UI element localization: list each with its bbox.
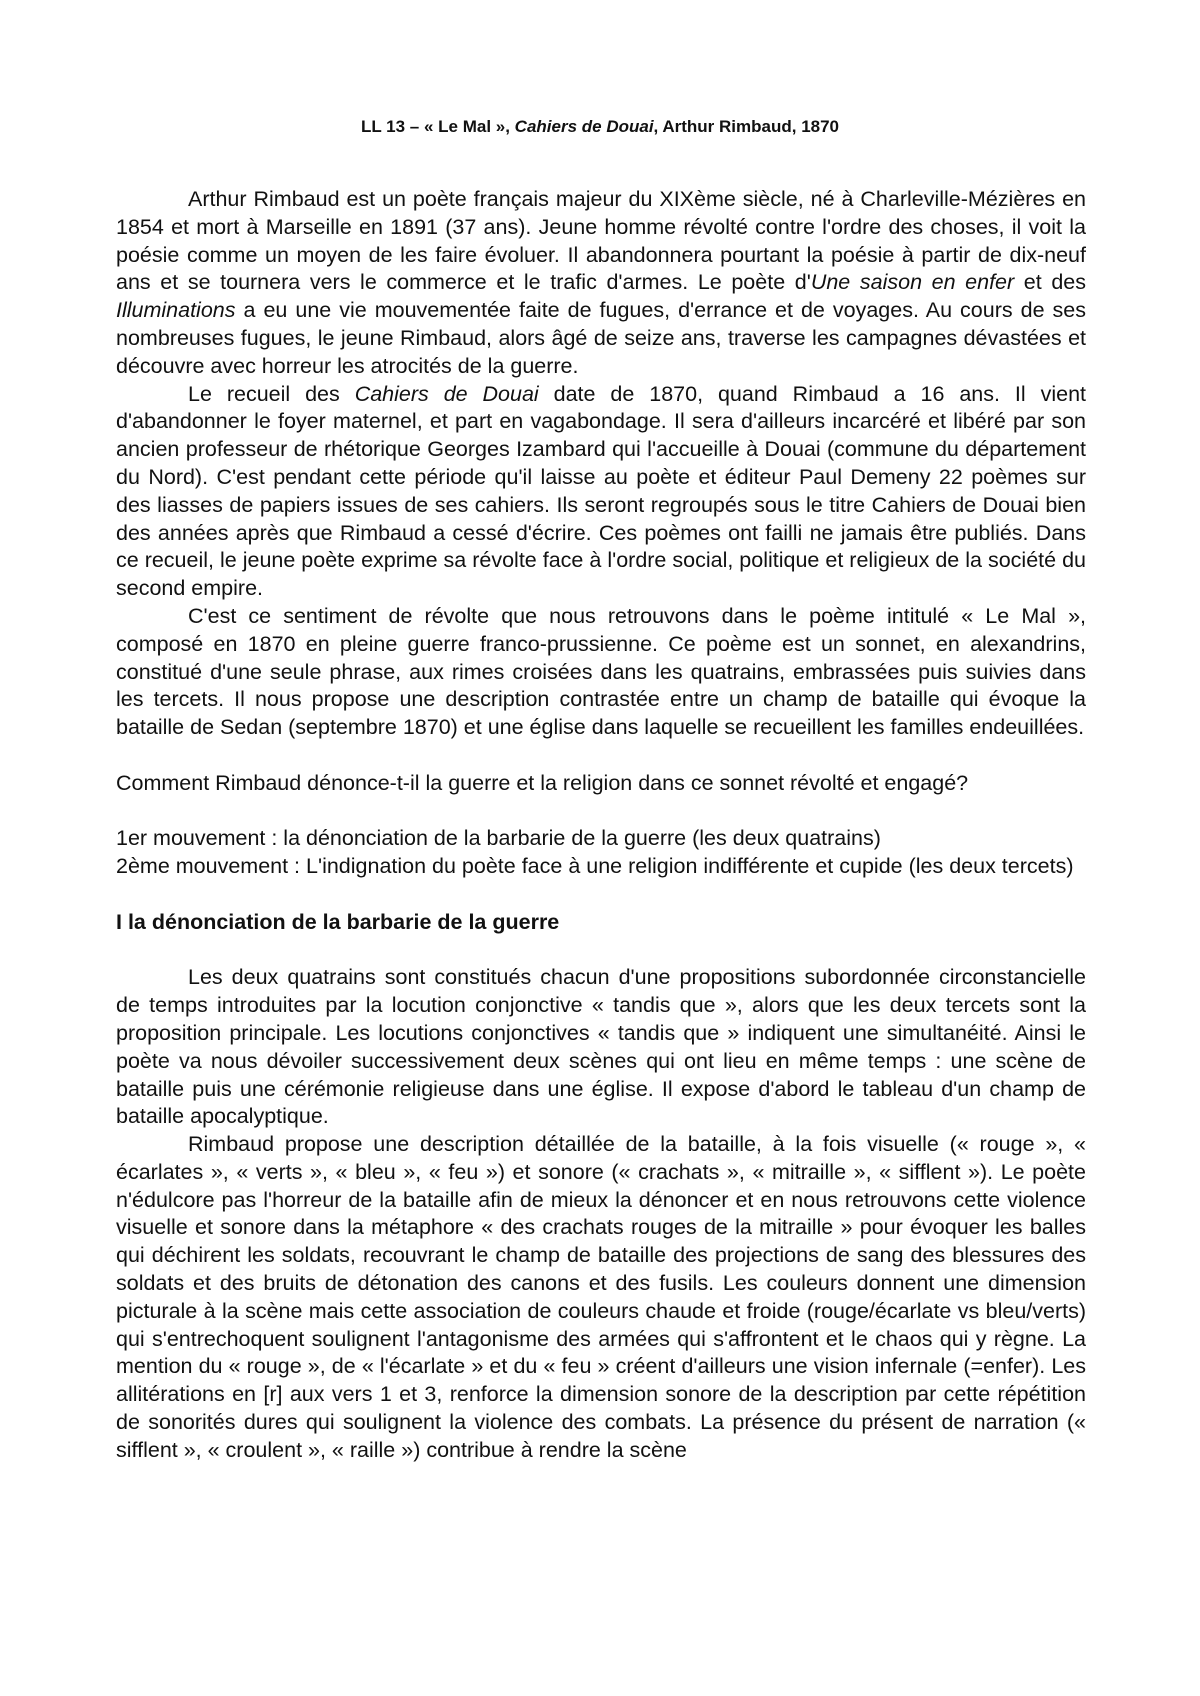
intro-p1-text-a: Arthur Rimbaud est un poète français majeur du XIXème siècle, né à Charleville-Mézières en 1854 et mort à Marseille en 1891 (37 ans). Jeune homme révolté contre l'ordre des choses, il voit la poésie comme un moyen de les faire évoluer. Il abandonnera pourtant la poésie à partir de dix-neuf ans et se tournera vers le commerce et le trafic d'armes. Le poète d': [116, 187, 1086, 295]
title-suffix: , Arthur Rimbaud, 1870: [653, 117, 840, 136]
title-work: Cahiers de Douai: [514, 117, 654, 136]
document-body: [116, 186, 1086, 1465]
intro-p2-text-b: date de 1870, quand Rimbaud a 16 ans. Il vient d'abandonner le foyer maternel, et part en vagabondage. Il sera d'ailleurs incarcéré et libéré par son ancien professeur de rhétorique Georges Izambard qui l'accueille à Douai (commune du département du Nord). C'est pendant cette période qu'il laisse au poète et éditeur Paul Demeny 22 poèmes sur des liasses de papiers issues de ses cahiers. Ils seront regroupés sous le titre Cahiers de Douai bien des années après que Rimbaud a cessé d'écrire. Ces poèmes ont failli ne jamais être publiés. Dans ce recueil, le jeune poète exprime sa révolte face à l'ordre social, politique et religieux de la société du second empire.: [116, 381, 1086, 601]
problematique: Comment Rimbaud dénonce-t-il la guerre et la religion dans ce sonnet révolté et engagé?: [116, 770, 969, 795]
intro-paragraph-1: [116, 186, 1086, 381]
section-1-heading: I la dénonciation de la barbarie de la guerre: [116, 909, 560, 934]
section-1-paragraph-1: Les deux quatrains sont constitués chacun d'une propositions subordonnée circonstancielle de temps introduites par la locution conjonctive « tandis que », alors que les deux tercets sont la proposition principale. Les locutions conjonctives « tandis que » indiquent une simultanéité. Ainsi le poète va nous dévoiler successivement deux scènes qui ont lieu en même temps : une scène de bataille puis une cérémonie religieuse dans une église. Il expose d'abord le tableau d'un champ de bataille apocalyptique.: [116, 965, 1086, 1129]
work-title-saison: Une saison en enfer: [810, 270, 1015, 295]
intro-p1-text-b: et des: [1014, 270, 1086, 295]
movement-1: 1er mouvement : la dénonciation de la barbarie de la guerre (les deux quatrains): [116, 826, 881, 851]
intro-paragraph-2: [116, 381, 1086, 603]
intro-p1-text-c: a eu une vie mouvementée faite de fugues, d'errance et de voyages. Au cours de ses nombreuses fugues, le jeune Rimbaud, alors âgé de seize ans, traverse les campagnes dévastées et découvre avec horreur les atrocités de la guerre.: [116, 298, 1086, 378]
work-title-cahiers: Cahiers de Douai: [354, 381, 539, 406]
intro-paragraph-3: C'est ce sentiment de révolte que nous retrouvons dans le poème intitulé « Le Mal », composé en 1870 en pleine guerre franco-prussienne. Ce poème est un sonnet, en alexandrins, constitué d'une seule phrase, aux rimes croisées dans les quatrains, embrassées puis suivies dans les tercets. Il nous propose une description contrastée entre un champ de bataille qui évoque la bataille de Sedan (septembre 1870) et une église dans laquelle se recueillent les familles endeuillées.: [116, 603, 1086, 740]
title-prefix: LL 13 – « Le Mal »,: [360, 117, 515, 136]
intro-p2-text-a: Le recueil des: [188, 381, 355, 406]
work-title-illuminations: Illuminations: [116, 298, 236, 323]
section-1-paragraph-2: Rimbaud propose une description détaillée de la bataille, à la fois visuelle (« rouge », « écarlates », « verts », « bleu », « feu ») et sonore (« crachats », « mitraille », « sifflent »). Le poète n'édulcore pas l'horreur de la bataille afin de mieux la dénoncer et en nous retrouvons cette violence visuelle et sonore dans la métaphore « des crachats rouges de la mitraille » pour évoquer les balles qui déchirent les soldats, recouvrant le champ de bataille des projections de sang des blessures des soldats et des bruits de détonation des canons et des fusils. Les couleurs donnent une dimension picturale à la scène mais cette association de couleurs chaude et froide (rouge/écarlate vs bleu/verts) qui s'entrechoquent soulignent l'antagonisme des armées qui s'affrontent et le chaos qui y règne. La mention du « rouge », de « l'écarlate » et du « feu » créent d'ailleurs une vision infernale (=enfer). Les allitérations en [r] aux vers 1 et 3, renforce la dimension sonore de la description par cette répétition de sonorités dures qui soulignent la violence des combats. La présence du présent de narration (« sifflent », « croulent », « raille ») contribue à rendre la scène: [116, 1132, 1086, 1462]
movement-2: 2ème mouvement : L'indignation du poète face à une religion indifférente et cupide (les deux tercets): [116, 854, 1074, 879]
document-title: [0, 116, 1200, 138]
